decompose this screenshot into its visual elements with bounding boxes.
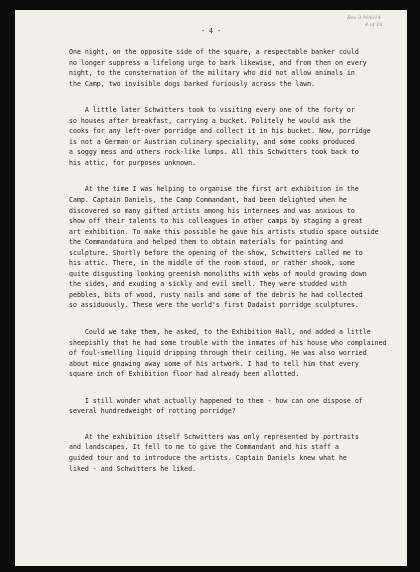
text-line: art exhibition. To make this possible he gave his artists studio space outside <box>69 227 379 236</box>
text-line: quite disgusting looking greenish monoliths with webs of mould growing down <box>69 269 367 278</box>
document-page <box>15 10 407 566</box>
text-line: discovered so many gifted artists among his internees and was anxious to <box>69 206 355 215</box>
paragraph <box>69 105 389 168</box>
text-line: no longer suppress a lifelong urge to bark likewise, and from then on every <box>69 58 367 67</box>
text-line: liked - and Schwitters he liked. <box>69 464 197 473</box>
annotation-line-2: 4 of 16 <box>365 22 383 28</box>
text-line: I still wonder what actually happened to them - how can one dispose of <box>69 396 363 405</box>
text-line: pebbles, bits of wood, rusty nails and some of the debris he had collected <box>69 290 363 299</box>
text-line: the Camp, two invisible dogs barked furiously across the lawn. <box>69 79 316 88</box>
text-line: A little later Schwitters took to visiting every one of the forty or <box>69 106 355 115</box>
annotation-line-1: Box 3 M/6/14 <box>347 15 381 21</box>
text-line: guided tour and to introduce the artists. Captain Daniels knew what he <box>69 453 347 462</box>
paragraph <box>69 47 389 89</box>
text-line: night, to the consternation of the military who did not allow animals in <box>69 69 355 78</box>
text-line: At the time I was helping to organise the first art exhibition in the <box>69 185 359 194</box>
text-line: his attic, for purposes unknown. <box>69 158 197 167</box>
paragraph <box>69 432 389 474</box>
text-line: the Commandatura and helped them to obtain materials for painting and <box>69 238 343 247</box>
text-line: cooks for any left-over porridge and collect it in his bucket. Now, porridge <box>69 127 371 136</box>
paragraph <box>69 327 389 380</box>
text-line: so houses after breakfast, carrying a bucket. Politely he would ask the <box>69 116 351 125</box>
text-line: his attic. There, in the middle of the room stood, or rather shook, some <box>69 259 355 268</box>
text-line: square inch of Exhibition floor had already been allotted. <box>69 370 300 379</box>
text-line: of foul-smelling liquid dripping through their ceiling. He was also worried <box>69 349 367 358</box>
text-line: and landscapes. It fell to me to give the Commandant and his staff a <box>69 443 339 452</box>
body-text <box>69 47 389 490</box>
text-line: At the exhibition itself Schwitters was only represented by portraits <box>69 432 359 441</box>
text-line: a soggy mess and others rock-like lumps. All this Schwitters took back to <box>69 148 359 157</box>
text-line: about mice gnawing away some of his artwork. I had to tell him that every <box>69 359 359 368</box>
text-line: One night, on the opposite side of the square, a respectable banker could <box>69 48 359 56</box>
text-line: sculpture. Shortly before the opening of the show, Schwitters called me to <box>69 248 363 257</box>
paragraph <box>69 184 389 311</box>
page-number: - 4 - <box>201 27 221 35</box>
text-line: the sides, and exuding a sickly and evil smell. They were studded with <box>69 280 347 289</box>
paragraph <box>69 396 389 417</box>
text-line: show off their talents to his colleagues in other camps by staging a great <box>69 217 363 226</box>
text-line: Could we take them, he asked, to the Exhibition Hall, and added a little <box>69 328 371 337</box>
text-line: is not a German or Austrian culinary speciality, and some cooks produced <box>69 137 355 146</box>
text-line: Camp. Captain Daniels, the Camp Commandant, had been delighted when he <box>69 196 347 205</box>
text-line: so assiduously. These were the world's first Dadaist porridge sculptures. <box>69 301 359 310</box>
text-line: several hundredweight of rotting porridge? <box>69 407 236 416</box>
text-line: sheepishly that he had some trouble with the inmates of his house who complained <box>69 338 387 347</box>
